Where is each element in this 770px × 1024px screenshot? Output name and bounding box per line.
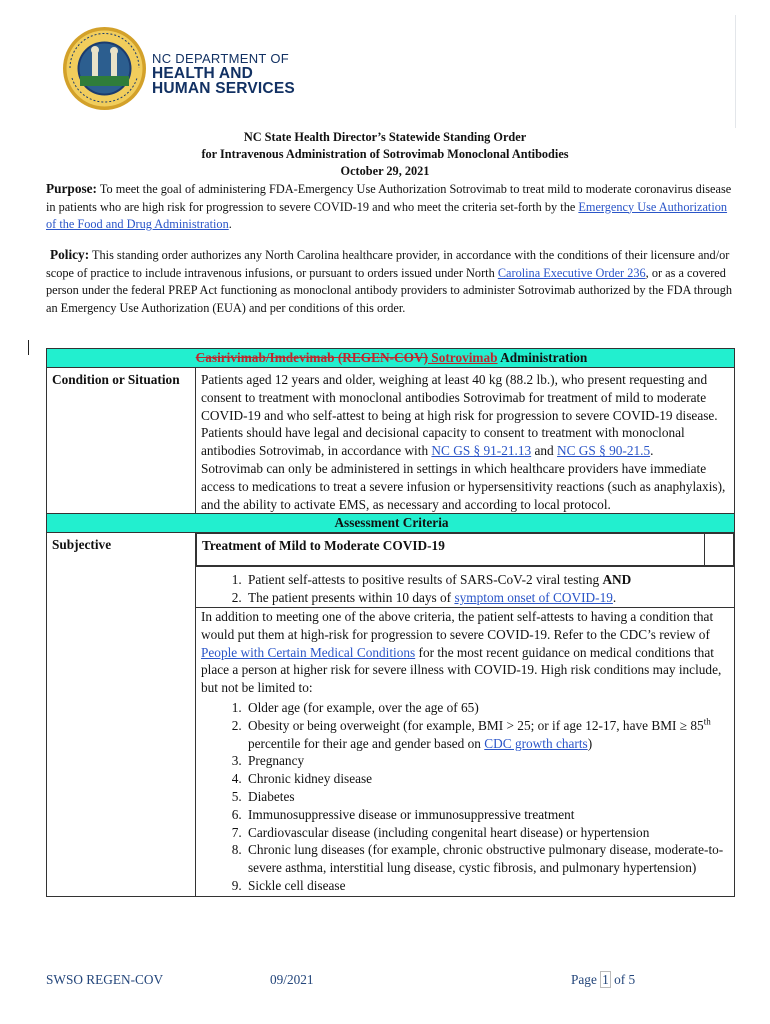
condition-text (201, 371, 731, 460)
page-number-field[interactable]: 1 (602, 972, 609, 987)
criteria-1: Patient self-attests to positive results of SARS-CoV-2 viral testing (248, 572, 603, 588)
risk-list (201, 699, 731, 895)
list-item (245, 717, 731, 753)
page-prefix: Page (571, 972, 601, 987)
policy-text-1: This standing order authorizes any North Carolina healthcare provider, in accordance with the conditions of their licensure and/or scope of practice to include intravenous infusions, or pursuant to orders issued under North (46, 248, 730, 280)
footer-page-number (571, 972, 635, 988)
administration-header (47, 349, 735, 368)
condition-text-2: Sotrovimab can only be administered in settings in which healthcare providers have immediate access to medications to treat a severe infusion or hypersensitivity reactions (such as anaphylaxis), and the ability to activate EMS, as necessary and according to local protocol. (201, 460, 726, 512)
purpose-label: Purpose: (46, 181, 97, 196)
criteria-2: The patient presents within 10 days of (248, 590, 455, 606)
title-date: October 29, 2021 (340, 164, 430, 178)
risk-2-b: percentile for their age and gender based on (248, 735, 485, 751)
list-item: 5. Diabetes (245, 788, 731, 806)
list-item: 9. Sickle cell disease (245, 877, 731, 895)
executive-order-link[interactable]: Carolina Executive Order 236 (497, 265, 646, 280)
scroll-edge (735, 15, 736, 128)
page-suffix: of 5 (610, 972, 636, 987)
condition-label: Condition or Situation (47, 368, 196, 514)
footer-date: 09/2021 (270, 972, 314, 987)
treatment-heading: Treatment of Mild to Moderate COVID-19 (197, 534, 705, 566)
list-item: 4. Chronic kidney disease (245, 770, 731, 788)
document-title (0, 129, 770, 180)
policy-text-2: , or as a covered person under the federal PREP Act functioning as monoclonal antibody providers to administer Sotrovimab authorized by the FDA through an Emergency Use Authorization (EUA) and per conditions of this order. (46, 265, 732, 315)
list-item: 6. Immunosuppressive disease or immunosuppressive treatment (245, 806, 731, 824)
cdc-conditions-link[interactable]: People with Certain Medical Conditions (201, 644, 416, 660)
nc-gs-90-link[interactable]: NC GS § 90-21.5 (557, 443, 651, 459)
symptom-onset-link[interactable]: symptom onset of COVID-19 (454, 590, 613, 606)
addition-text-2: for the most recent guidance on medical conditions that place a person at higher risk for severe illness with COVID-19. High risk conditions may include, but not be limited to: (201, 644, 722, 696)
nc-seal-logo (62, 26, 147, 111)
footer-doc-id: SWSO REGEN-COV (46, 972, 164, 987)
org-name (152, 51, 295, 96)
fda-eua-link[interactable]: Emergency Use Authorization of the Food and Drug Administration (46, 199, 728, 232)
inserted-drug-name: Sotrovimab (427, 350, 498, 365)
assessment-header: Assessment Criteria (47, 514, 735, 533)
list-item: 1. Older age (for example, over the age of 65) (245, 699, 731, 717)
struck-drug-name: Casirivimab/Imdevimab (REGEN-COV) (195, 350, 428, 365)
list-item (245, 571, 731, 589)
empty-cell (705, 534, 734, 566)
list-item: 7. Cardiovascular disease (including congenital heart disease) or hypertension (245, 824, 731, 842)
org-line-2: HEALTH AND (152, 65, 254, 82)
standing-order-table (46, 348, 735, 897)
cdc-growth-charts-link[interactable]: CDC growth charts (484, 735, 588, 751)
text-cursor (28, 340, 29, 355)
subjective-label: Subjective (47, 533, 196, 896)
policy-label: Policy: (50, 247, 90, 262)
purpose-paragraph (46, 180, 734, 234)
list-item (245, 589, 731, 607)
org-line-3: HUMAN SERVICES (152, 80, 295, 97)
policy-paragraph (46, 246, 734, 317)
org-line-1: NC DEPARTMENT OF (152, 51, 289, 66)
purpose-end: . (228, 217, 232, 232)
condition-text-cell (196, 368, 735, 514)
nc-gs-91-link[interactable]: NC GS § 91-21.13 (431, 443, 532, 459)
addition-text-1: In addition to meeting one of the above criteria, the patient self-attests to having a condition that would put them at high-risk for progression to severe COVID-19. Refer to the CDC’s review of (201, 608, 714, 642)
criteria-list (201, 571, 731, 607)
risk-2-end: ) (587, 735, 593, 751)
title-line-1: NC State Health Director’s Statewide Standing Order (243, 130, 527, 144)
list-item: 3. Pregnancy (245, 752, 731, 770)
high-risk-cell (196, 607, 735, 896)
treatment-heading-cell (196, 533, 735, 567)
treatment-heading-table (196, 533, 734, 566)
list-item: 8. Chronic lung diseases (for example, chronic obstructive pulmonary disease, moderate-to-severe asthma, interstitial lung disease, cystic fibrosis, and pulmonary hypertension) (245, 841, 731, 877)
condition-end: . (650, 443, 654, 459)
title-line-2: for Intravenous Administration of Sotrovimab Monoclonal Antibodies (201, 147, 569, 161)
risk-2-a: Obesity or being overweight (for example, BMI > 25; or if age 12-17, have BMI ≥ 85 (248, 717, 704, 733)
risk-2-sup: th (703, 716, 711, 727)
purpose-text: To meet the goal of administering FDA-Emergency Use Authorization Sotrovimab to treat mild to moderate coronavirus disease in patients who are high risk for progression to severe COVID-19 and who meet the criteria set-forth by the (46, 182, 732, 214)
condition-and: and (531, 443, 558, 459)
criteria-cell (196, 567, 735, 608)
criteria-2-end: . (612, 590, 617, 606)
addition-text (201, 608, 731, 697)
condition-text-1: Patients aged 12 years and older, weighing at least 40 kg (88.2 lb.), who present requesting and consent to treatment with monoclonal antibodies Sotrovimab for treatment of mild to moderate COVID-19 and who self-attest to being at high risk for progression to severe COVID-19 disease. Patients should have legal and decisional capacity to consent to treatment with monoclonal antibodies Sotrovimab, in accordance with (201, 372, 718, 459)
header-rest: Administration (497, 350, 588, 365)
criteria-and: AND (602, 572, 632, 588)
